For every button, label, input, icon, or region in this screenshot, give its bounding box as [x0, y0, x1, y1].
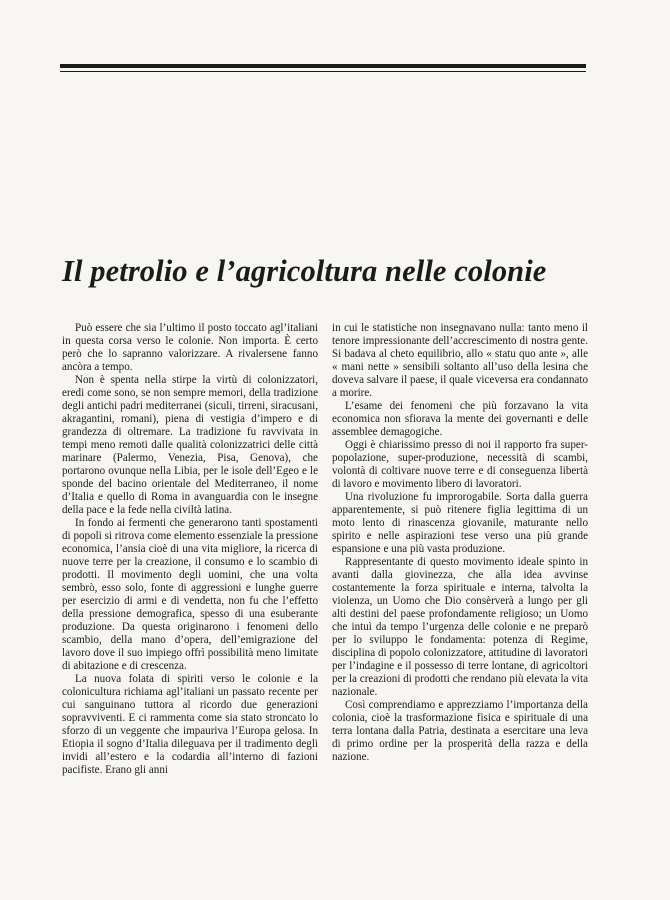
paragraph: Può essere che sia l’ultimo il posto toccato agl’italiani in questa corsa verso le colonie. Non importa. È certo però che lo sapranno valorizzare. A rivalersene fanno ancòra a tempo.: [62, 322, 318, 373]
paragraph: Così comprendiamo e apprezziamo l’importanza della colonia, cioè la trasformazione fisica e spirituale di una terra lontana dalla Patria, destinata a esercitare una leva di primo ordine per la prosperità della razza e della nazione.: [332, 699, 588, 763]
text-column-right: [332, 322, 588, 764]
paragraph-continued: in cui le statistiche non insegnavano nulla: tanto meno il tenore impressionante dell’accrescimento di nostra gente. Si badava al cheto equilibrio, allo « statu quo ante », alle « mani nette » sensibili soltanto all’uso della lesina che doveva salvare il paese, il quale viceversa era condannato a morire.: [332, 322, 588, 399]
header-rule-thick: [60, 64, 586, 68]
paragraph: Oggi è chiarissimo presso di noi il rapporto fra super-popolazione, super-produzione, necessità di scambi, volontà di coltivare nuove terre e di conseguenza libertà di lavoro e movimento libero di lavoratori.: [332, 439, 588, 490]
paragraph: Rappresentante di questo movimento ideale spinto in avanti dalla giovinezza, che alla idea avvinse costantemente la forza spirituale e interna, talvolta la violenza, un Uomo che Dio consèrverà a lungo per gli alti destini del paese profondamente religioso; un Uomo che intuì da tempo l’urgenza delle colonie e ne preparò per lo sviluppo le fondamenta: potenza di Regime, disciplina di popolo colonizzatore, attitudine di lavoratori per l’indagine e il possesso di terre lontane, di agricoltori per la creazioni di prodotti che rendano più elevata la vita nazionale.: [332, 556, 588, 698]
header-rule-thin: [60, 71, 586, 72]
paragraph: Non è spenta nella stirpe la virtù di colonizzatori, eredi come sono, se non sempre memori, della tradizione degli antichi padri mediterranei (siculi, tirreni, siracusani, akragantini, romani), piena di vestigia d’impero e di grandezza di oltremare. La tradizione fu ravvivata in tempi meno remoti dalle qualità colonizzatrici delle città marinare (Palermo, Venezia, Pisa, Genova), che portarono ovunque nella Libia, per le isole dell’Egeo e le sponde del bacino orientale del Mediterraneo, il nome d’Italia e quello di Roma in avanguardia con le insegne della pace e la fede nella civiltà latina.: [62, 374, 318, 516]
paragraph: L’esame dei fenomeni che più forzavano la vita economica non sfiorava la mente dei governanti e delle assemblee demagogiche.: [332, 400, 588, 438]
paragraph: In fondo ai fermenti che generarono tanti spostamenti di popoli si ritrova come elemento essenziale la pressione economica, l’ansia cioè di una vita migliore, la ricerca di nuove terre per la creazione, il consumo e lo scambio di prodotti. Il movimento degli uomini, che una volta sembrò, esso solo, fonte di aggressioni e lunghe guerre per esercizio di armi e di vendetta, non fu che l’effetto della pressione demografica, spesso di una esuberante produzione. Da questa originarono i fenomeni dello scambio, della mano d’opera, dell’emigrazione del lavoro dove il suo impiego offrì possibilità meno limitate di abitazione e di crescenza.: [62, 517, 318, 672]
paragraph: Una rivoluzione fu improrogabile. Sorta dalla guerra apparentemente, si può ritenere figlia legittima di un moto lento di rinascenza giovanile, maturante nello spirito e nelle aspirazioni tese verso una più grande espansione e una più vasta produzione.: [332, 491, 588, 555]
article-title: Il petrolio e l’agricoltura nelle colonie: [62, 254, 547, 288]
paragraph: La nuova folata di spiriti verso le colonie e la colonicultura richiama agl’italiani un passato recente per cui sanguinano tuttora al ricordo due generazioni sopravviventi. E ci rammenta come sia stato stroncato lo sforzo di un veggente che impauriva l’Europa gelosa. In Etiopia il sogno d’Italia dileguava per il tradimento degli invidi all’estero e la codardia all’interno di fazioni pacifiste. Erano gli anni: [62, 673, 318, 776]
text-column-left: [62, 322, 318, 777]
